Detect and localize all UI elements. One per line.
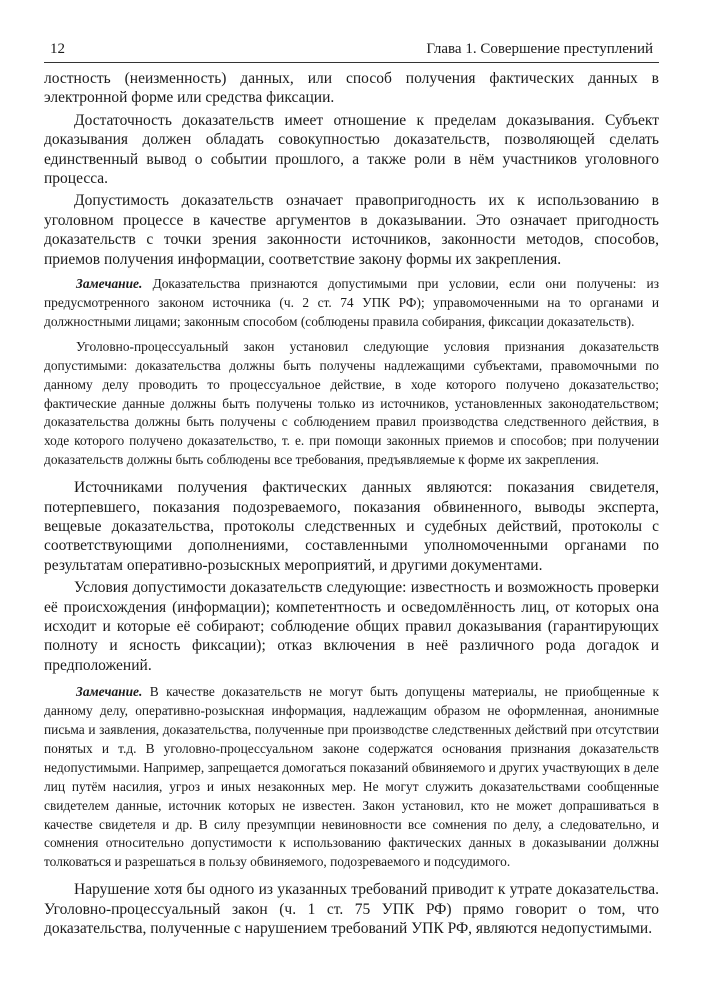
paragraph-admissibility: Допустимость доказательств означает правопригодность их к использованию в уголовном процессе в качестве аргументов в доказывании. Это означает пригодность доказательств с точки зрения законности источников, законности методов, способов, приемов получения информации, соответствие закону формы их закрепления.	[44, 192, 659, 268]
paragraph-continuation: лостность (неизменность) данных, или способ получения фактических данных в электронной форме или средства фиксации.	[44, 70, 659, 107]
page-body	[44, 69, 659, 938]
note-text: В качестве доказательств не могут быть допущены материалы, не приобщенные к данному делу, оперативно-розыскная информация, надлежащим образом не оформленная, анонимные письма и заявления, доказательства, полученные при производстве следственных действий при отсутствии понятых и т.д. В уголовно-процессуальном законе содержатся основания признания доказательств недопустимыми. Например, запрещается домогаться показаний обвиняемого и других участвующих в деле лиц путём насилия, угроз и иных незаконных мер. Не могут служить доказательствами сообщенные свидетелем данные, источник которых не известен. Закон установил, кто не может допрашиваться в качестве свидетеля и др. В силу презумпции невиновности все сомнения по делу, а следовательно, и сомнения относительно допустимости к использованию фактических данных в доказывании должны толковаться и разрешаться в пользу обвиняемого, подозреваемого и подсудимого.	[44, 684, 659, 870]
note-text: Доказательства признаются допустимыми при условии, если они получены: из предусмотренного законом источника (ч. 2 ст. 74 УПК РФ); управомоченными на то органами и должностными лицами; законным способом (соблюдены правила собирания, фиксации доказательств).	[44, 276, 659, 329]
note-procedural-law: Уголовно-процессуальный закон установил следующие условия признания доказательств допустимыми: доказательства должны быть получены надлежащими субъектами, правомочными по данному делу проводить то процессуальное действие, в ходе которого получено доказательство; фактические данные должны быть получены только из источников, установленных законодательством; доказательства должны быть получены с соблюдением правил производства следственного действия, в ходе которого получено доказательство, т. е. при помощи законных приемов и способов; при получении доказательств должны быть соблюдены все требования, предъявляемые к форме их закрепления.	[44, 338, 659, 468]
note-label: Замечание.	[76, 684, 143, 700]
paragraph-sufficiency: Достаточность доказательств имеет отношение к пределам доказывания. Субъект доказывания должен обладать совокупностью доказательств, позволяющей сделать единственный вывод о событии прошлого, а также роли в нём участников уголовного процесса.	[44, 111, 659, 188]
note-inadmissible-materials	[44, 683, 659, 872]
note-admissibility-conditions	[44, 275, 659, 332]
page-number: 12	[50, 41, 65, 57]
running-header	[44, 40, 659, 63]
note-label: Замечание.	[76, 276, 143, 292]
chapter-title: Глава 1. Совершение преступлений	[426, 41, 653, 57]
paragraph-conditions: Условия допустимости доказательств следующие: известность и возможность проверки её происхождения (информации); компетентность и осведомлённость лиц, от которых она исходит и которые её собирают; соблюдение общих правил доказывания (гарантирующих полноту и ясность фиксации); отказ включения в неё различного рода догадок и предположений.	[44, 579, 659, 674]
paragraph-violation: Нарушение хотя бы одного из указанных требований приводит к утрате доказательства. Уголовно-процессуальный закон (ч. 1 ст. 75 УПК РФ) прямо говорит о том, что доказательства, полученные с нарушением требований УПК РФ, являются недопустимыми.	[44, 881, 659, 938]
paragraph-sources: Источниками получения фактических данных являются: показания свидетеля, потерпевшего, показания подозреваемого, показания обвиненного, выводы эксперта, вещевые доказательства, протоколы следственных и судебных действий, протоколы с соответствующими дополнениями, составленными уполномоченными органами по результатам оперативно-розыскных мероприятий, и другими документами.	[44, 479, 659, 574]
